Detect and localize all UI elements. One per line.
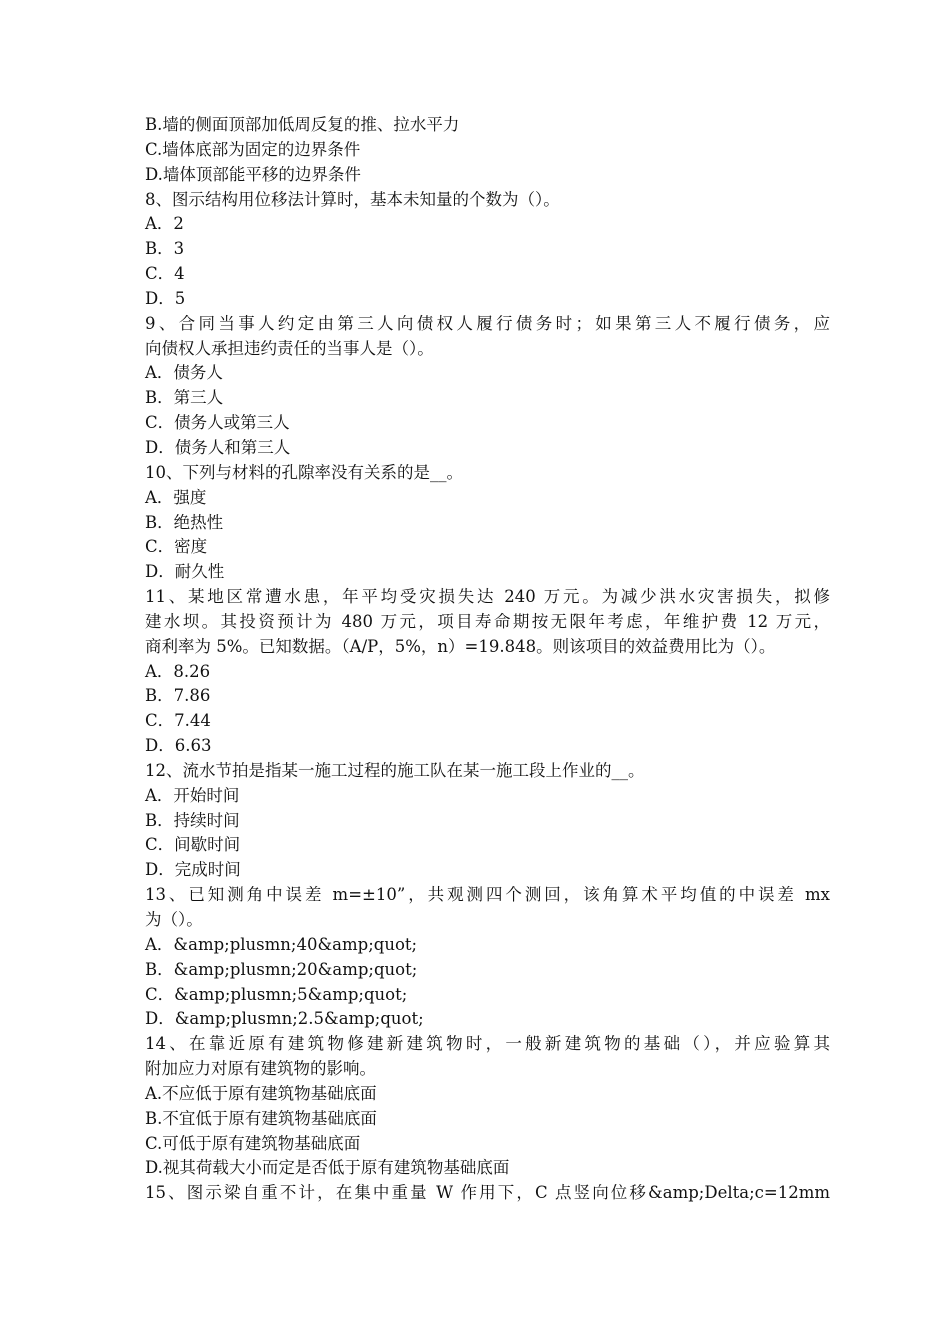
option-line: B．&amp;plusmn;20&amp;quot; xyxy=(145,959,418,979)
option-line: D.视其荷载大小而定是否低于原有建筑物基础底面 xyxy=(145,1158,510,1178)
option-line: C．4 xyxy=(145,264,185,284)
option-line: B．3 xyxy=(145,239,185,259)
option-line: A．2 xyxy=(145,214,184,234)
option-line: B．7.86 xyxy=(145,686,211,706)
option-line: D．完成时间 xyxy=(145,860,241,880)
question-13: 13、已知测角中误差 m=±10”，共观测四个测回，该角算术平均值的中误差 mx xyxy=(145,885,830,905)
option-line: D．耐久性 xyxy=(145,562,225,582)
option-line: B．绝热性 xyxy=(145,512,224,532)
question-14: 14、在靠近原有建筑物修建新建筑物时，一般新建筑物的基础（），并应验算其 xyxy=(145,1034,830,1054)
option-line: D．债务人和第三人 xyxy=(145,437,291,457)
option-line: D．&amp;plusmn;2.5&amp;quot; xyxy=(145,1009,424,1029)
option-line: A．&amp;plusmn;40&amp;quot; xyxy=(145,934,418,954)
option-line: D．5 xyxy=(145,288,186,308)
option-line: C．7.44 xyxy=(145,711,211,731)
option-line: A．强度 xyxy=(145,487,207,507)
option-line: B.不宜低于原有建筑物基础底面 xyxy=(145,1108,377,1128)
option-line: D．6.63 xyxy=(145,736,212,756)
option-line: C.可低于原有建筑物基础底面 xyxy=(145,1133,361,1153)
question-9-cont: 向债权人承担违约责任的当事人是（）。 xyxy=(145,338,434,358)
option-line: B．持续时间 xyxy=(145,810,240,830)
text-line: D.墙体顶部能平移的边界条件 xyxy=(145,164,361,184)
question-15: 15、图示梁自重不计，在集中重量 W 作用下，C 点竖向位移&amp;Delta;c=12mm xyxy=(145,1183,830,1203)
document-page xyxy=(145,113,830,1206)
question-9: 9、合同当事人约定由第三人向债权人履行债务时；如果第三人不履行债务，应 xyxy=(145,313,830,333)
question-11-cont: 建水坝。其投资预计为 480 万元，项目寿命期按无限年考虑，年维护费 12 万元， xyxy=(145,611,830,631)
question-13-cont: 为（）。 xyxy=(145,910,203,929)
question-11: 11、某地区常遭水患，年平均受灾损失达 240 万元。为减少洪水灾害损失，拟修 xyxy=(145,587,830,607)
option-line: A．开始时间 xyxy=(145,785,240,805)
option-line: C．间歇时间 xyxy=(145,835,241,855)
text-line: C.墙体底部为固定的边界条件 xyxy=(145,139,361,159)
question-12: 12、流水节拍是指某一施工过程的施工队在某一施工段上作业的__。 xyxy=(145,760,645,780)
option-line: A．债务人 xyxy=(145,363,223,383)
question-8: 8、图示结构用位移法计算时，基本未知量的个数为（）。 xyxy=(145,189,560,209)
option-line: C．密度 xyxy=(145,537,208,557)
option-line: A.不应低于原有建筑物基础底面 xyxy=(145,1083,377,1103)
option-line: C．债务人或第三人 xyxy=(145,413,290,433)
question-10: 10、下列与材料的孔隙率没有关系的是__。 xyxy=(145,462,463,482)
question-14-cont: 附加应力对原有建筑物的影响。 xyxy=(145,1059,376,1079)
option-line: C．&amp;plusmn;5&amp;quot; xyxy=(145,984,408,1004)
text-line: B.墙的侧面顶部加低周反复的推、拉水平力 xyxy=(145,115,460,134)
question-11-cont: 商利率为 5%。已知数据。（A/P，5%，n）=19.848。则该项目的效益费用比为（）。 xyxy=(145,636,776,656)
option-line: A．8.26 xyxy=(145,661,211,681)
option-line: B．第三人 xyxy=(145,388,224,408)
